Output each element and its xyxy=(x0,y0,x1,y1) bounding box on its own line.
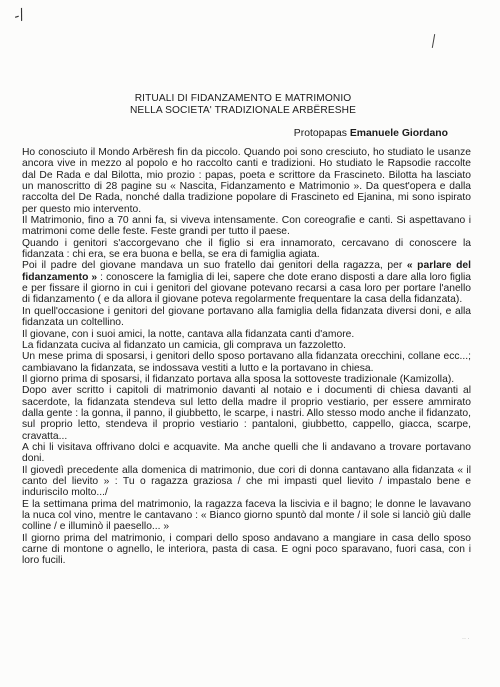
handwritten-corner-mark: -/ xyxy=(11,4,27,26)
title-line-1: RITUALI DI FIDANZAMENTO E MATRIMONIO xyxy=(134,93,352,104)
title-line-2: NELLA SOCIETA' TRADIZIONALE ARBËRESHE xyxy=(129,105,357,116)
pen-mark xyxy=(432,34,435,48)
paragraph-padre-end: : conoscere la famiglia di lei, sapere che dote erano disposti a dare alla loro figlia e per fissare il giorno in cui i genitori del giovane potevano recarsi a casa loro per portare l'anello di fidanzamento ( e da allora il giovane poteva regolarmente frequentare la casa della fidanzata). xyxy=(22,271,471,306)
author-line xyxy=(294,128,448,139)
paragraph-canti: Il giovane, con i suoi amici, la notte, cantava alla fidanzata canti d'amore. xyxy=(22,328,355,340)
paragraph-camicia: La fidanzata cuciva al fidanzato un camicia, gli comprava un fazzoletto. xyxy=(22,339,346,351)
document-title xyxy=(0,93,500,117)
paragraph-compari: Il giorno prima del matrimonio, i compari dello sposo andavano a mangiare in casa dello sposo carne di montone o agnello, le interiora, pasta di casa. E ogni poco sparavano, fuori casa, con i loro fucili. xyxy=(22,532,471,567)
paragraph-doni: In quell'occasione i genitori del giovane portavano alla famiglia della fidanzata diversi doni, e alla fidanzata un coltellino. xyxy=(22,305,471,329)
paragraph-liscivia: E la settimana prima del matrimonio, la ragazza faceva la liscivia e il bagno; le donne le lavavano la nuca col vino, mentre le cantavano : « Bianco giorno spuntò dal monte / il sole si lanciò giù dalle colline / e illuminò il paesello... » xyxy=(22,498,471,533)
paragraph-sottoveste: Il giorno prima di sposarsi, il fidanzato portava alla sposa la sottoveste tradizionale (Kamizolla). xyxy=(22,373,455,385)
author-name: Emanuele Giordano xyxy=(349,128,448,139)
paragraph-padre-start: Poi il padre del giovane mandava un suo fratello dai genitori della ragazza, per xyxy=(22,260,407,272)
paragraph-dolci: A chi li visitava offrivano dolci e acquavite. Ma anche quelli che li andavano a trovare portavano doni. xyxy=(22,441,471,465)
paragraph-intro: Ho conosciuto il Mondo Arbëresh fin da piccolo. Quando poi sono cresciuto, ho studiato le usanze ancora vive in mezzo al popolo e ho raccolto canti e tradizioni. Ho studiato le Rapsodie raccolte dal De Rada e dal Bilotta, mio prozio : papas, poeta e scrittore da Frascineto. Bilotta ha lasciato un manoscritto di 28 pagine su « Nascita, Fidanzamento e Matrimonio ». Da quest'opera e dalla raccolta del De Rada, nonché dalla tradizione popolare di Frascineto ed Ejanina, mi sono ispirato per questo mio intervento. xyxy=(22,147,471,215)
paragraph-lievito: Il giovedì precedente alla domenica di matrimonio, due cori di donna cantavano alla fidanzata « il canto del lievito » : Tu o ragazza graziosa / che mi impasti quel lievito / impastalo bene e indurisciIo molto.../ xyxy=(22,464,471,499)
paragraph-mese-prima: Un mese prima di sposarsi, i genitori dello sposo portavano alla fidanzata orecchini, collane ecc...; cambiavano la fidanzata, se indossava vestiti a lutto e la portavano in chiesa. xyxy=(22,351,471,374)
paragraph-padre xyxy=(22,260,471,305)
parlare-fidanzamento-phrase: « parlare del fidanzamento » xyxy=(22,260,471,283)
paragraph-genitori: Quando i genitori s'accorgevano che il figlio si era innamorato, cercavano di conoscere la fidanzata : chi era, se era buona e bella, se era di famiglia agiata. xyxy=(22,237,471,261)
paragraph-capitoli: Dopo aver scritto i capitoli di matrimonio davanti al notaio e i documenti di chiesa davanti al sacerdote, la fidanzata stendeva sul letto della madre il proprio vestiario, per essere ammirato dalla gente : la gonna, il panno, il giubbetto, le scarpe, i nastri. Allo stesso modo anche il fidanzato, sul proprio letto, stendeva il proprio vestiario : pantaloni, giubbetto, cappello, giacca, scarpe, cravatta... xyxy=(22,385,471,442)
body-text xyxy=(22,147,471,567)
scan-speck: ·· · xyxy=(462,636,470,642)
paragraph-matrimonio: Il Matrimonio, fino a 70 anni fa, si viveva intensamente. Con coreografie e canti. Si aspettavano i matrimoni come delle feste. Feste grandi per tutto il paese. xyxy=(22,215,471,238)
author-prefix: Protopapas xyxy=(293,128,350,139)
